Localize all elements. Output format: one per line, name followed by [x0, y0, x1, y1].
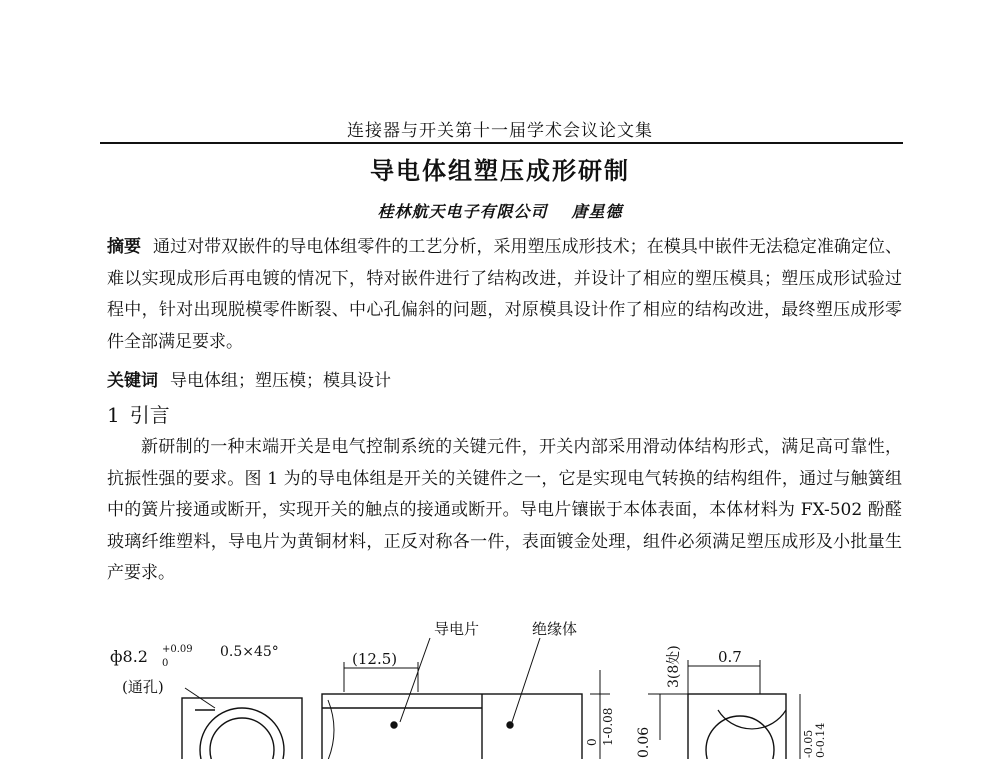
tolerance-lower: 0 — [162, 658, 169, 669]
section-title: 引言 — [129, 403, 170, 427]
middle-view-body — [322, 694, 582, 759]
conductor-label: 导电片 — [434, 620, 480, 638]
tolerance-014: 0-0.14 — [814, 722, 827, 758]
section-heading — [107, 401, 170, 429]
dimension-height-top: 0 — [585, 738, 599, 746]
technical-drawing — [100, 610, 920, 759]
slot-count-label: 3(8处) — [666, 645, 682, 688]
body-paragraph: 新研制的一种末端开关是电气控制系统的关键元件，开关内部采用滑动体结构形式，满足高可靠性，抗振性强的要求。图 1 为的导电体组是开关的关键件之一，它是实现电气转换的结构组件，通过与触簧组中的簧片接通或断开，实现开关的触点的接通或断开。导电片镶嵌于本体表面，本体材料为 FX-502 酚醛玻璃纤维塑料，导电片为黄铜材料，正反对称各一件，表面镀金处理，组件必须满足塑压成形及小批量生产要求。 — [107, 437, 902, 583]
conductor-marker — [391, 722, 397, 728]
through-hole-label: (通孔) — [122, 678, 164, 696]
abstract-text: 通过对带双嵌件的导电体组零件的工艺分析，采用塑压成形技术；在模具中嵌件无法稳定准确定位、难以实现成形后再电镀的情况下，特对嵌件进行了结构改进，并设计了相应的塑压模具；塑压成形试验过程中，针对出现脱模零件断裂、中心孔偏斜的问题，对原模具设计作了相应的结构改进，最终塑压成形零件全部满足要求。 — [107, 237, 903, 352]
right-view-hole — [706, 716, 774, 759]
tolerance-005: -0.05 — [802, 729, 815, 758]
diameter-label: ф8.2 — [110, 647, 148, 666]
author-line — [0, 199, 1000, 222]
dimension-07: 0.7 — [718, 648, 742, 666]
author-name: 唐星德 — [571, 202, 623, 221]
figure-drawing — [100, 610, 920, 763]
keywords — [107, 366, 902, 398]
insulator-marker — [507, 722, 513, 728]
left-view-hole — [200, 708, 284, 759]
dimension-height: 1-0.08 — [601, 707, 615, 746]
left-view-inner-hole — [210, 718, 274, 759]
abstract-label: 摘要 — [107, 237, 142, 257]
abstract — [107, 232, 902, 358]
insulator-label: 绝缘体 — [532, 620, 578, 638]
running-header: 连接器与开关第十一届学术会议论文集 — [347, 121, 653, 141]
tolerance-006: 0.06 — [636, 726, 652, 758]
header-rule — [100, 142, 903, 144]
length-label: (12.5) — [352, 650, 398, 668]
section-number: 1 — [107, 403, 120, 427]
affiliation: 桂林航天电子有限公司 — [377, 202, 548, 221]
tolerance-upper: +0.09 — [162, 644, 193, 655]
chamfer-label: 0.5×45° — [220, 644, 279, 660]
paper-title: 导电体组塑压成形研制 — [370, 157, 630, 185]
keywords-text: 导电体组；塑压模；模具设计 — [170, 371, 391, 391]
keywords-label: 关键词 — [107, 371, 158, 391]
